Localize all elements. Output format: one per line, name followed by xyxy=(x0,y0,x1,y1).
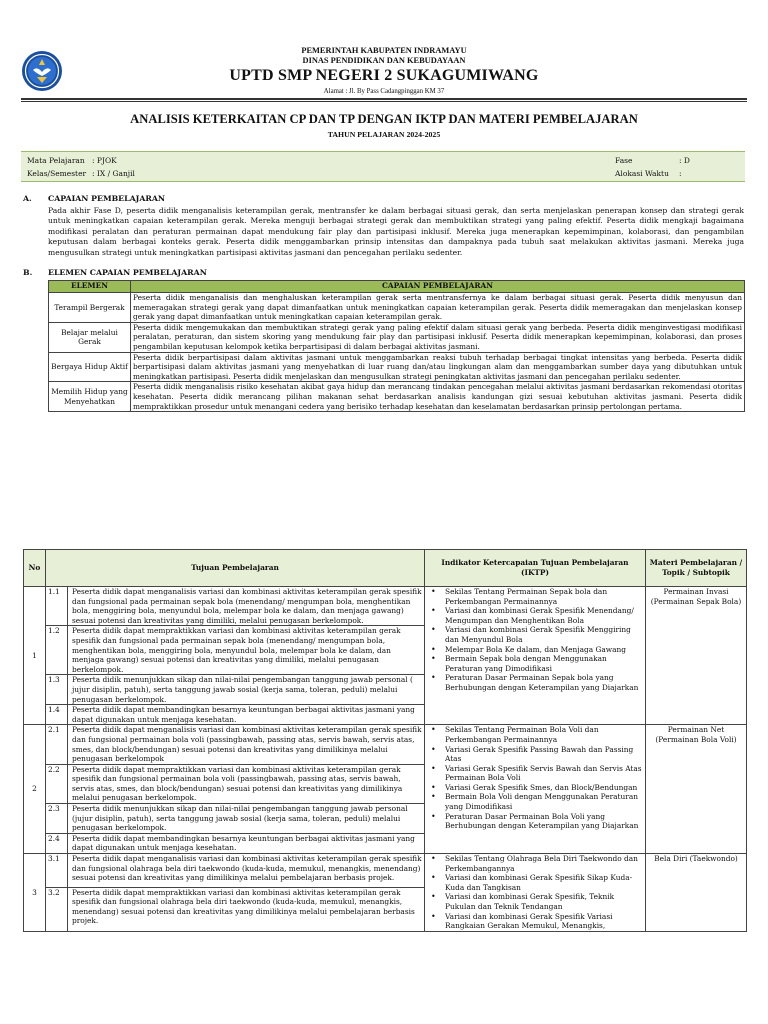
class-semester-label: Kelas/Semester xyxy=(27,169,87,178)
elemen-cell: Bergaya Hidup Aktif xyxy=(49,352,131,382)
iktp-item: • Sekilas Tentang Permainan Bola Voli dan Perkembangan Permainannya xyxy=(445,725,643,744)
subject-info-bar xyxy=(21,151,745,182)
col-header-no: No xyxy=(24,550,46,587)
header-divider-thick xyxy=(21,98,747,100)
tp-text: Peserta didik dapat membandingkan besarnya keuntungan berbagai aktivitas jasmani yang dapat digunakan untuk menjaga kesehatan. xyxy=(68,833,425,853)
tp-row xyxy=(24,725,747,764)
phase-label: Fase xyxy=(615,156,633,165)
tp-number: 1.1 xyxy=(46,587,68,626)
col-header-materi: Materi Pembelajaran / Topik / Subtopik xyxy=(646,550,747,587)
header-divider-thin xyxy=(21,101,747,102)
elemen-cp-table xyxy=(48,280,745,412)
header-address: Alamat : Jl. By Pass Cadangpinggan KM 37 xyxy=(323,88,445,95)
subject-label: Mata Pelajaran xyxy=(27,156,85,165)
iktp-item: • Sekilas Tentang Permainan Sepak bola dan Perkembangan Permainannya xyxy=(445,587,643,606)
section-a-paragraph: Pada akhir Fase D, peserta didik menganalisis keterampilan gerak, mentransfer ke dalam berbagai situasi gerak, dan serta menjelaskan penerapan konsep dan strategi gerak untuk meningkatkan capaian keterampilan gerak. Mereka menguji berbagai strategi gerak dan membuktikan strategi yang paling efektif. Peserta didik mengkaji bagaimana modifikasi peralatan dan peraturan permainan dapat mendukung fair play dan partisipasi inklusif. Mereka juga menerapkan kepemimpinan, kolaborasi, dan pengambilan keputusan dalam berbagai konteks gerak. Peserta didik menggambarkan prinsip intensitas dan dampaknya pada tubuh saat melakukan aktivitas jasmani. Mereka juga mengusulkan strategi untuk meningkatkan partisipasi aktivitas jasmani dan pencegahan perilaku sedenter. xyxy=(48,206,744,257)
document-title: ANALISIS KETERKAITAN CP DAN TP DENGAN IKTP DAN MATERI PEMBELAJARAN xyxy=(130,112,638,126)
tut-wuri-handayani-logo-icon xyxy=(21,50,63,92)
iktp-item: • Variasi dan kombinasi Gerak Spesifik Sikap Kuda-Kuda dan Tangkisan xyxy=(445,873,643,892)
iktp-item: • Peraturan Dasar Permainan Bola Voli yang Berhubungan dengan Keterampilan yang Diajarkan xyxy=(445,812,643,831)
elemen-row xyxy=(49,293,745,323)
time-allocation-label: Alokasi Waktu xyxy=(615,169,669,178)
tp-number: 2.3 xyxy=(46,804,68,834)
tp-number: 2.4 xyxy=(46,833,68,853)
cp-cell: Peserta didik menganalisis dan menghaluskan keterampilan gerak serta mentransfernya ke dalam berbagai situasi gerak. Peserta didik menyusun dan memeragakan strategi gerak yang dapat dimanfaatkan untuk meningkatkan capaian keterampilan gerak. Peserta didik memeragakan dan menjelaskan konsep gerak yang dapat dimanfaatkan untuk meningkatkan capaian keterampilan gerak. xyxy=(131,293,745,323)
row-number: 2 xyxy=(24,725,46,854)
iktp-item: • Variasi dan kombinasi Gerak Spesifik Variasi Rangkaian Gerakan Memukul, Menangkis, xyxy=(445,912,643,931)
cp-cell: Peserta didik menganalisis risiko kesehatan akibat gaya hidup dan merancang tindakan pencegahan melalui aktivitas jasmani berdasarkan rekomendasi otoritas kesehatan. Peserta didik merancang pilihan makanan sehat berdasarkan analisis kandungan gizi sesuai kebutuhan aktivitas jasmani. Peserta didik mempraktikkan prosedur untuk menangani cedera yang berisiko terhadap kesehatan dan keselamatan berdasarkan prinsip pertolongan pertama. xyxy=(131,382,745,412)
tp-text: Peserta didik dapat menganalisis variasi dan kombinasi aktivitas keterampilan gerak spesifik dan fungsional pada permainan sepak bola (menendang/ mengumpan bola, menghentikan bola, menggiring bola, menyundul bola, melempar bola ke dalam, dan menjaga gawang) sesuai potensi dan kreativitas yang dimiliki, melalui penugasan berkelompok. xyxy=(68,587,425,626)
phase-value: : D xyxy=(679,156,690,165)
tp-text: Peserta didik menunjukkan sikap dan nilai-nilai pengembangan tanggung jawab personal (jujur disiplin, patuh), serta tanggung jawab sosial (kerja sama, toleran, peduli) melalui penugasan berkelompok. xyxy=(68,804,425,834)
tp-text: Peserta didik dapat mempraktikkan variasi dan kombinasi aktivitas keterampilan gerak spesifik dan fungsional pada permainan sepak bola (menendang/ mengumpan bola, menghentikan bola, menggiring bola, menyundul bola, melempar bola ke dalam, dan menjaga gawang) sesuai potensi dan kreativitas yang dimiliki, melalui penugasan berkelompok. xyxy=(68,626,425,675)
iktp-item: • Variasi dan kombinasi Gerak Spesifik Menendang/ Mengumpan dan Menghentikan Bola xyxy=(445,606,643,625)
tp-text: Peserta didik dapat menganalisis variasi dan kombinasi aktivitas keterampilan gerak spesifik dan fungsional permainan bola voli (passingbawah, passing atas, servis bawah, servis atas, smes, dan block/bendungan) sesuai potensi dan kreativitas yang dimilikinya melalui penugasan berkelompok xyxy=(68,725,425,764)
tp-number: 2.2 xyxy=(46,764,68,803)
tp-number: 2.1 xyxy=(46,725,68,764)
academic-year: TAHUN PELAJARAN 2024-2025 xyxy=(327,130,441,139)
iktp-list xyxy=(427,587,643,693)
materi-cell: Permainan Net (Permainan Bola Voli) xyxy=(646,725,747,854)
tp-number: 3.1 xyxy=(46,854,68,887)
header-department: DINAS PENDIDIKAN DAN KEBUDAYAAN xyxy=(302,56,466,65)
iktp-item: • Melempar Bola Ke dalam, dan Menjaga Gawang xyxy=(445,645,643,655)
iktp-item: • Variasi dan kombinasi Gerak Spesifik Menggiring dan Menyundul Bola xyxy=(445,625,643,644)
tp-text: Peserta didik dapat menganalisis variasi dan kombinasi aktivitas keterampilan gerak spesifik dan fungsional olahraga bela diri taekwondo (kuda-kuda, memukul, menangkis, menendang) sesuai potensi dan kreativitas yang dimilikinya melalui pembelajaran berbasis projek. xyxy=(68,854,425,887)
iktp-item: • Variasi Gerak Spesifik Passing Bawah dan Passing Atas xyxy=(445,745,643,764)
tp-number: 1.4 xyxy=(46,705,68,725)
iktp-list xyxy=(427,854,643,931)
subject-value: : PJOK xyxy=(92,156,117,165)
tp-text: Peserta didik dapat mempraktikkan variasi dan kombinasi aktivitas keterampilan gerak spesifik dan fungsional permainan bola voli (passingbawah, passing atas, servis bawah, servis atas, smes, dan block/bendungan) sesuai potensi dan kreativitas yang dimilikinya melalui penugasan berkelompok. xyxy=(68,764,425,803)
tp-text: Peserta didik menunjukkan sikap dan nilai-nilai pengembangan tanggung jawab personal ( jujur disiplin, patuh), serta tanggung jawab sosial (kerja sama, toleran, peduli) melalui penugasan berkelompok. xyxy=(68,675,425,705)
iktp-list xyxy=(427,725,643,831)
section-a-title: CAPAIAN PEMBELAJARAN xyxy=(48,194,166,203)
materi-cell: Bela Diri (Taekwondo) xyxy=(646,854,747,932)
tp-text: Peserta didik dapat mempraktikkan variasi dan kombinasi aktivitas keterampilan gerak spesifik dan fungsional olahraga bela diri taekwondo (kuda-kuda, memukul, menangkis, menendang) sesuai potensi dan kreativitas yang dimilikinya melalui pembelajaran berbasis projek. xyxy=(68,887,425,931)
tp-text: Peserta didik dapat membandingkan besarnya keuntungan berbagai aktivitas jasmani yang dapat digunakan untuk menjaga kesehatan. xyxy=(68,705,425,725)
iktp-item: • Peraturan Dasar Permainan Sepak bola yang Berhubungan dengan Keterampilan yang Diajarkan xyxy=(445,673,643,692)
cp-cell: Peserta didik mengemukakan dan membuktikan strategi gerak yang paling efektif dalam situasi gerak yang berbeda. Peserta didik menginvestigasi modifikasi peralatan, peraturan, dan sistem skoring yang mendukung fair play dan partisipasi inklusif. Peserta didik menerapkan kepemimpinan, kolaborasi, dan proses pengambilan keputusan kelompok ketika berpartisipasi di dalam berbagai aktivitas jasmani. xyxy=(131,322,745,352)
iktp-item: • Variasi Gerak Spesifik Smes, dan Block/Bendungan xyxy=(445,783,643,793)
iktp-item: • Bermain Sepak bola dengan Menggunakan Peraturan yang Dimodifikasi xyxy=(445,654,643,673)
iktp-cell xyxy=(425,725,646,854)
elemen-row xyxy=(49,322,745,352)
col-header-tp: Tujuan Pembelajaran xyxy=(46,550,425,587)
iktp-item: • Sekilas Tentang Olahraga Bela Diri Taekwondo dan Perkembangannya xyxy=(445,854,643,873)
header-government: PEMERINTAH KABUPATEN INDRAMAYU xyxy=(301,46,467,55)
iktp-item: • Variasi Gerak Spesifik Servis Bawah dan Servis Atas Permainan Bola Voli xyxy=(445,764,643,783)
iktp-item: • Variasi dan kombinasi Gerak Spesifik, Teknik Pukulan dan Teknik Tendangan xyxy=(445,892,643,911)
time-allocation-value: : xyxy=(679,169,682,178)
iktp-cell xyxy=(425,587,646,725)
header-school-name: UPTD SMP NEGERI 2 SUKAGUMIWANG xyxy=(229,67,539,84)
class-semester-value: : IX / Ganjil xyxy=(92,169,135,178)
col-header-elemen: ELEMEN xyxy=(49,281,131,293)
materi-cell: Permainan Invasi (Permainan Sepak Bola) xyxy=(646,587,747,725)
elemen-cell: Belajar melalui Gerak xyxy=(49,322,131,352)
row-number: 3 xyxy=(24,854,46,932)
tp-number: 3.2 xyxy=(46,887,68,931)
tp-number: 1.2 xyxy=(46,626,68,675)
elemen-row xyxy=(49,352,745,382)
cp-cell: Peserta didik berpartisipasi dalam aktivitas jasmani untuk menggambarkan reaksi tubuh terhadap berbagai tingkat intensitas yang berbeda. Peserta didik berpartisipasi dalam aktivitas jasmani yang menyehatkan di luar ruang dan/atau lingkungan alam dan menggambarkan sumber daya yang dibutuhkan untuk meningkatkan partisipasi. Peserta didik menjelaskan dan mengusulkan strategi peningkatan aktivitas jasmani dan pencegahan perilaku sedenter. xyxy=(131,352,745,382)
tp-number: 1.3 xyxy=(46,675,68,705)
iktp-item: • Bermain Bola Voli dengan Menggunakan Peraturan yang Dimodifikasi xyxy=(445,792,643,811)
iktp-cell xyxy=(425,854,646,932)
tp-row xyxy=(24,587,747,626)
section-a-letter: A. xyxy=(23,194,32,203)
tp-iktp-table xyxy=(23,549,747,932)
elemen-cell: Terampil Bergerak xyxy=(49,293,131,323)
section-b-letter: B. xyxy=(23,268,33,277)
elemen-cell: Memilih Hidup yang Menyehatkan xyxy=(49,382,131,412)
row-number: 1 xyxy=(24,587,46,725)
col-header-iktp: Indikator Ketercapaian Tujuan Pembelajaran (IKTP) xyxy=(425,550,646,587)
section-b-title: ELEMEN CAPAIAN PEMBELAJARAN xyxy=(48,268,207,277)
elemen-row xyxy=(49,382,745,412)
col-header-cp: CAPAIAN PEMBELAJARAN xyxy=(131,281,745,293)
tp-row xyxy=(24,854,747,887)
